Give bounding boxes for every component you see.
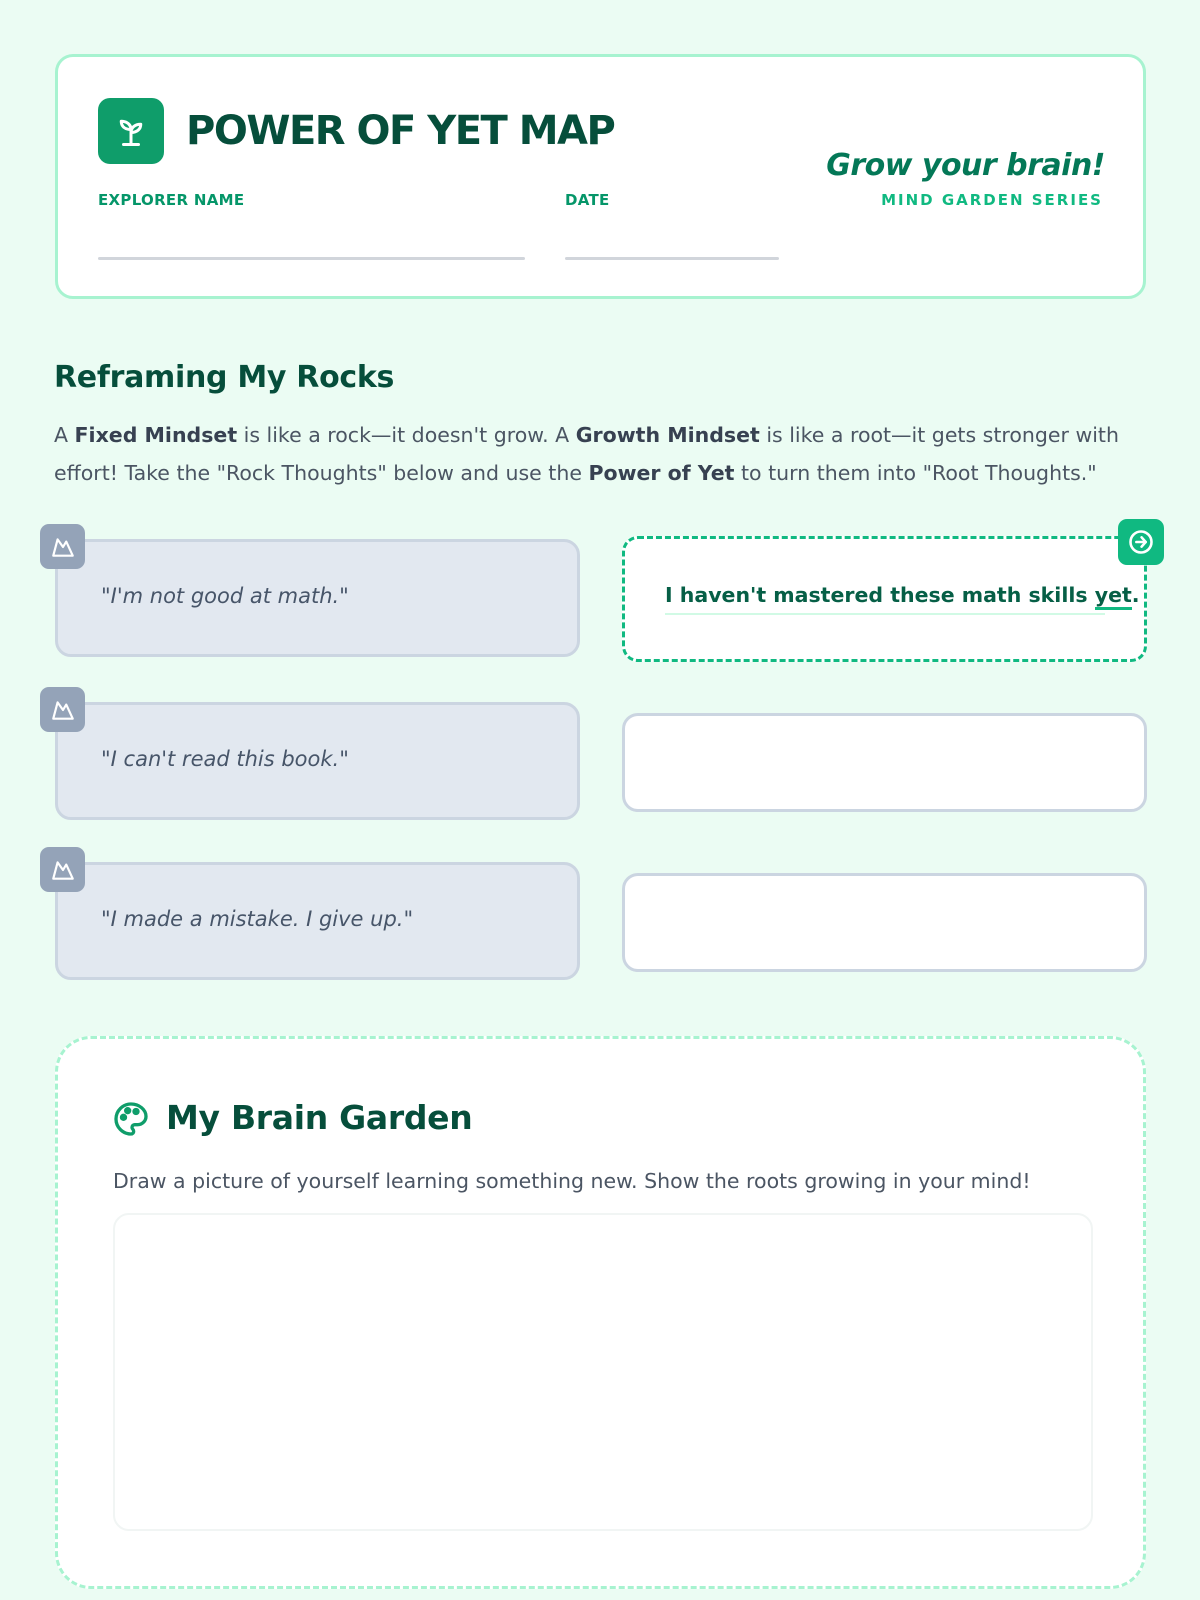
header-card bbox=[55, 54, 1146, 299]
root-thought-input[interactable] bbox=[622, 873, 1147, 972]
brain-garden-card bbox=[55, 1036, 1146, 1589]
rock-thought-card bbox=[55, 702, 580, 820]
rock-thought-card bbox=[55, 862, 580, 980]
explorer-name-field[interactable] bbox=[98, 257, 525, 260]
sprout-icon bbox=[98, 98, 164, 164]
root-thought-input[interactable] bbox=[622, 713, 1147, 812]
date-field[interactable] bbox=[565, 257, 779, 260]
explorer-name-label: EXPLORER NAME bbox=[98, 191, 245, 209]
rock-thought-text: "I can't read this book." bbox=[101, 747, 349, 771]
mountain-icon bbox=[40, 524, 85, 569]
page-title: POWER OF YET MAP bbox=[186, 108, 615, 154]
palette-icon bbox=[111, 1099, 151, 1139]
brain-garden-title: My Brain Garden bbox=[166, 1098, 473, 1137]
rock-thought-text: "I'm not good at math." bbox=[101, 584, 349, 608]
yet-word: yet bbox=[1095, 583, 1132, 610]
arrow-right-circle-icon bbox=[1118, 519, 1164, 565]
power-of-yet-term: Power of Yet bbox=[588, 461, 735, 485]
brain-garden-description: Draw a picture of yourself learning something new. Show the roots growing in your mind! bbox=[113, 1169, 1031, 1193]
rock-thought-text: "I made a mistake. I give up." bbox=[101, 907, 414, 931]
fixed-mindset-term: Fixed Mindset bbox=[74, 423, 238, 447]
root-thought-example-card bbox=[622, 536, 1147, 662]
section-intro: A Fixed Mindset is like a rock—it doesn't grow. A Growth Mindset is like a root—it gets stronger with effort! Take the "Rock Thoughts" below and use the Power of Yet to turn them into "Root Thoughts." bbox=[54, 423, 1119, 485]
growth-mindset-term: Growth Mindset bbox=[575, 423, 760, 447]
mountain-icon bbox=[40, 687, 85, 732]
root-thought-answer: I haven't mastered these math skills yet. bbox=[665, 583, 1105, 615]
drawing-area[interactable] bbox=[113, 1213, 1093, 1531]
mountain-icon bbox=[40, 847, 85, 892]
series-label: MIND GARDEN SERIES bbox=[881, 191, 1103, 209]
tagline: Grow your brain! bbox=[826, 148, 1105, 183]
section-title: Reframing My Rocks bbox=[54, 360, 395, 395]
date-label: DATE bbox=[565, 191, 610, 209]
rock-thought-card bbox=[55, 539, 580, 657]
